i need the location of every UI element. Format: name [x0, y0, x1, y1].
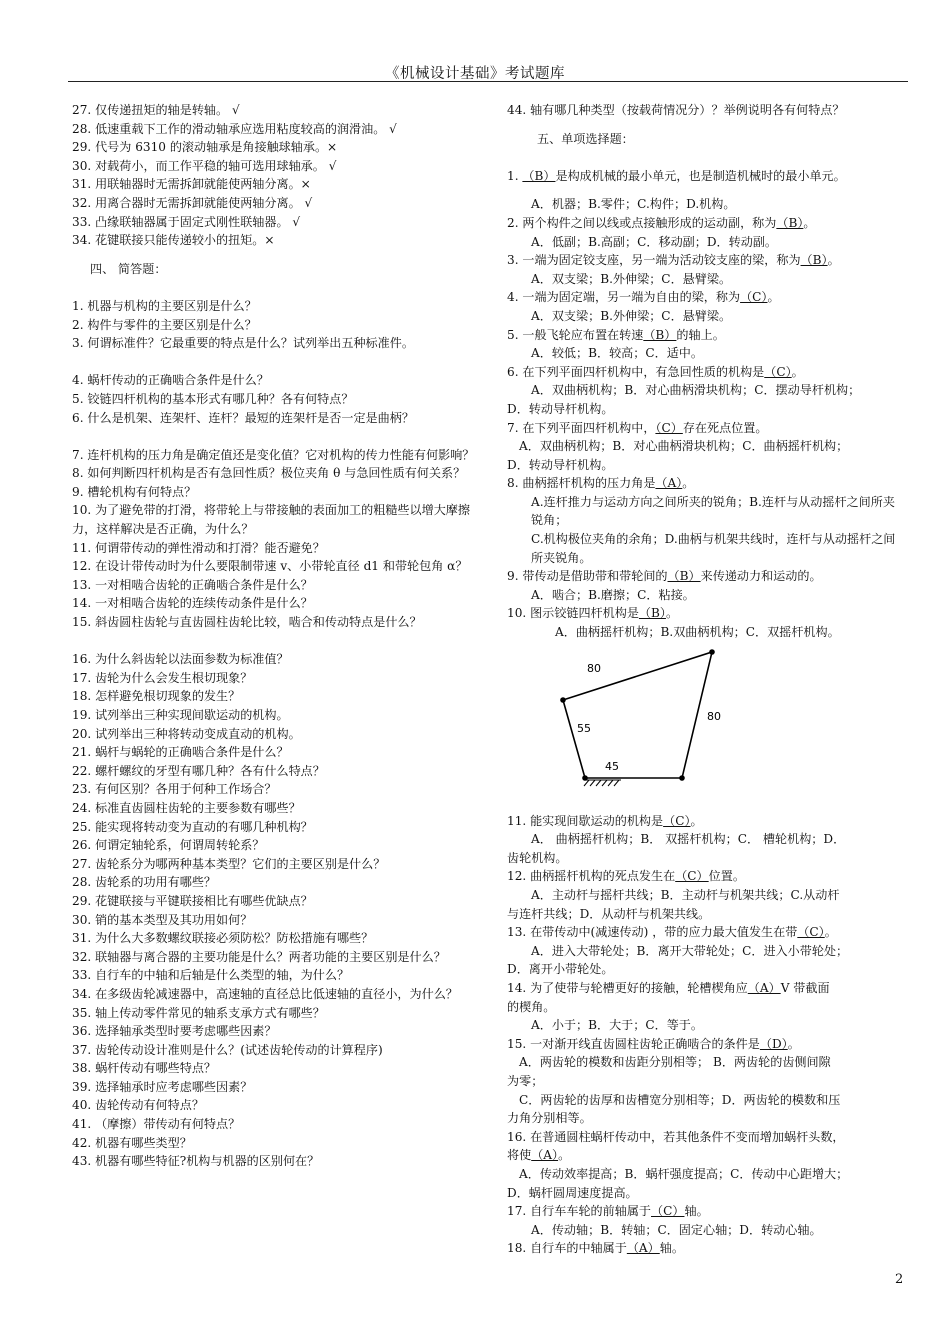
mcq-8-stem: 8. 曲柄摇杆机构的压力角是（A）。 — [507, 476, 695, 491]
qa-item: 1. 机器与机构的主要区别是什么？ — [72, 298, 257, 313]
mcq-answer: （C） — [651, 1204, 685, 1219]
mcq-options: D．转动导杆机构。 — [507, 401, 614, 416]
qa-item: 37. 齿轮传动设计准则是什么？(试述齿轮传动的计算程序) — [72, 1042, 383, 1057]
four-bar-linkage-figure — [507, 642, 907, 812]
mcq-14-stem: 14. 为了使带与轮槽更好的接触，轮槽楔角应（A）V 带截面 — [507, 980, 830, 995]
page-number: 2 — [895, 1272, 904, 1287]
mcq-18-stem: 18. 自行车的中轴属于（A）轴。 — [507, 1241, 684, 1256]
qa-item: 12. 在设计带传动时为什么要限制带速 v、小带轮直径 d1 和带轮包角 α？ — [72, 559, 468, 574]
dimension-label-left: 55 — [577, 721, 591, 735]
qa-item: 26. 何谓定轴轮系，何谓周转轮系？ — [72, 838, 265, 853]
qa-item: 19. 试列举出三种实现间歇运动的机构。 — [72, 708, 289, 722]
qa-item: 15. 斜齿圆柱齿轮与直齿圆柱齿轮比较，啮合和传动特点是什么？ — [72, 615, 422, 630]
mcq-6-stem: 6. 在下列平面四杆机构中，有急回性质的机构是（C）。 — [507, 364, 804, 379]
mcq-answer: （C） — [740, 290, 768, 305]
mcq-options: A．低副；B.高副；C．移动副；D．转动副。 — [531, 234, 778, 249]
mcq-options: 力角分别相等。 — [507, 1111, 592, 1126]
qa-item: 20. 试列举出三种将转动变成直动的机构。 — [72, 726, 301, 741]
qa-item: 27. 齿轮系分为哪两种基本类型？它们的主要区别是什么？ — [72, 856, 386, 871]
mcq-14-stem-cont: 的楔角。 — [507, 999, 556, 1014]
mcq-16-stem-cont: 将使（A）。 — [507, 1148, 571, 1163]
mcq-options: 为零； — [507, 1073, 544, 1088]
ground-hatching — [584, 780, 621, 786]
qa-item: 43. 机器有哪些特征?机构与机器的区别何在？ — [72, 1154, 320, 1169]
mcq-12-stem: 12. 曲柄摇杆机构的死点发生在（C）位置。 — [507, 869, 745, 884]
judge-item: 31. 用联轴器时无需拆卸就能使两轴分离。× — [72, 177, 311, 192]
mcq-7-stem: 7. 在下列平面四杆机构中，（C）存在死点位置。 — [507, 420, 768, 435]
mcq-17-stem: 17. 自行车车轮的前轴属于（C）轴。 — [507, 1204, 709, 1219]
mcq-options: A．小于；B．大于；C．等于。 — [531, 1018, 703, 1033]
qa-item: 23. 有何区别？各用于何种工作场合？ — [72, 782, 277, 797]
mcq-answer: （A） — [626, 1241, 660, 1256]
mcq-options: 齿轮机构。 — [507, 850, 568, 865]
mcq-16-stem: 16. 在普通圆柱蜗杆传动中，若其他条件不变而增加蜗杆头数， — [507, 1129, 845, 1144]
mcq-options: A．主动杆与摇杆共线；B．主动杆与机架共线；C.从动杆 — [531, 888, 840, 902]
judge-item: 32. 用离合器时无需拆卸就能使两轴分离。 √ — [72, 195, 313, 210]
qa-item: 7. 连杆机构的压力角是确定值还是变化值？它对机构的传力性能有何影响？ — [72, 447, 475, 462]
mcq-11-stem: 11. 能实现间歇运动的机构是（C）。 — [507, 813, 703, 828]
mcq-answer: （A） — [531, 1148, 559, 1163]
joint — [560, 697, 566, 703]
judge-item: 34. 花键联接只能传递较小的扭矩。× — [72, 233, 275, 248]
qa-item: 2. 构件与零件的主要区别是什么？ — [72, 317, 257, 332]
mcq-5-stem: 5. 一般飞轮应布置在转速（B）的轴上。 — [507, 327, 725, 342]
judge-item: 33. 凸缘联轴器属于固定式刚性联轴器。 √ — [72, 214, 301, 229]
qa-item-44: 44. 轴有哪几种类型（按载荷情况分）？举例说明各有何特点？ — [507, 103, 845, 117]
mcq-options: 与连杆共线；D．从动杆与机架共线。 — [507, 906, 711, 921]
joint — [679, 775, 685, 781]
qa-item: 35. 轴上传动零件常见的轴系支承方式有哪些？ — [72, 1005, 325, 1020]
dimension-label-bottom: 45 — [605, 759, 619, 773]
qa-item: 28. 齿轮系的功用有哪些？ — [72, 875, 217, 890]
linkage-outline — [563, 652, 712, 778]
mcq-options: A．双支梁；B.外伸梁；C．悬臂梁。 — [531, 308, 732, 323]
mcq-options: A．双曲柄机构；B．对心曲柄滑块机构；C．摆动导杆机构； — [531, 383, 861, 398]
mcq-answer: （C） — [655, 420, 683, 435]
mcq-answer: （B） — [800, 253, 828, 268]
left-column — [72, 101, 488, 1171]
mcq-2-stem: 2. 两个构件之间以线或点接触形成的运动副，称为（B）。 — [507, 215, 816, 230]
qa-item: 17. 齿轮为什么会发生根切现象？ — [72, 670, 253, 685]
mcq-options: A．较低；B．较高；C．适中。 — [531, 346, 703, 361]
qa-item: 3. 何谓标准件？它最重要的特点是什么？试列举出五种标准件。 — [72, 336, 414, 351]
qa-item: 16. 为什么斜齿轮以法面参数为标准值？ — [72, 652, 289, 667]
qa-item: 6. 什么是机架、连架杆、连杆？最短的连架杆是否一定是曲柄？ — [72, 410, 414, 425]
qa-item: 31. 为什么大多数螺纹联接必须防松？防松措施有哪些？ — [72, 931, 374, 946]
mcq-3-stem: 3. 一端为固定铰支座，另一端为活动铰支座的梁，称为（B）。 — [507, 253, 840, 268]
judge-item: 28. 低速重载下工作的滑动轴承应选用粘度较高的润滑油。 √ — [72, 121, 397, 136]
mcq-options: D．离开小带轮处。 — [507, 962, 614, 977]
mcq-answer: （B） — [667, 569, 701, 584]
mcq-answer: （D） — [759, 1036, 788, 1051]
section-title-single-choice: 五、单项选择题： — [537, 131, 634, 146]
qa-item: 13. 一对相啮合齿轮的正确啮合条件是什么？ — [72, 577, 313, 592]
mcq-10-stem: 10. 图示铰链四杆机构是（B）。 — [507, 606, 679, 621]
mcq-options: D．蜗杆圆周速度提高。 — [507, 1185, 638, 1200]
mcq-answer: （A） — [747, 980, 781, 995]
qa-item: 5. 铰链四杆机构的基本形式有哪几种？各有何特点？ — [72, 391, 354, 406]
qa-item: 8. 如何判断四杆机构是否有急回性质？极位夹角 θ 与急回性质有何关系？ — [72, 466, 466, 481]
mcq-options: A．传动轴；B．转轴；C．固定心轴；D．转动心轴。 — [531, 1222, 822, 1237]
header-rule — [68, 81, 908, 82]
mcq-options: A．进入大带轮处；B．离开大带轮处；C．进入小带轮处； — [531, 943, 849, 958]
qa-item: 32. 联轴器与离合器的主要功能是什么？两者功能的主要区别是什么？ — [72, 949, 446, 964]
section-title-short-answer: 四、 简答题： — [90, 261, 167, 276]
mcq-answer: （B） — [776, 215, 804, 230]
qa-list — [72, 297, 488, 1171]
mcq-15-stem: 15. 一对渐开线直齿圆柱齿轮正确啮合的条件是（D）。 — [507, 1036, 800, 1051]
joint — [709, 649, 715, 655]
qa-item: 41. （摩擦）带传动有何特点？ — [72, 1117, 241, 1132]
qa-item: 9. 槽轮机构有何特点？ — [72, 484, 197, 499]
page-header-title: 《机械设计基础》考试题库 — [385, 66, 565, 82]
mcq-answer: （C） — [797, 925, 825, 940]
mcq-options: A．传动效率提高；B．蜗杆强度提高；C．传动中心距增大； — [519, 1166, 849, 1181]
mcq-answer: （A） — [655, 476, 683, 491]
mcq-answer: （C） — [764, 364, 792, 379]
qa-item: 42. 机器有哪些类型？ — [72, 1135, 192, 1150]
mcq-options: A．双支梁；B.外伸梁；C．悬臂梁。 — [531, 271, 732, 286]
dimension-label-top: 80 — [587, 661, 601, 675]
mcq-options: A． 曲柄摇杆机构；B． 双摇杆机构；C． 槽轮机构；D． — [531, 832, 846, 847]
mcq-13-stem: 13. 在带传动中(减速传动) ，带的应力最大值发生在带（C）。 — [507, 925, 837, 940]
qa-item: 40. 齿轮传动有何特点？ — [72, 1098, 204, 1113]
mcq-options: D．转动导杆机构。 — [507, 457, 614, 472]
mcq-answer: （B） — [643, 327, 677, 342]
qa-item: 39. 选择轴承时应考虑哪些因素？ — [72, 1079, 253, 1094]
qa-item: 33. 自行车的中轴和后轴是什么类型的轴，为什么？ — [72, 968, 350, 983]
qa-item: 38. 蜗杆传动有哪些特点？ — [72, 1061, 217, 1076]
qa-item: 30. 销的基本类型及其功用如何？ — [72, 912, 253, 927]
qa-item: 4. 蜗杆传动的正确啮合条件是什么？ — [72, 373, 269, 388]
mcq-9-stem: 9. 带传动是借助带和带轮间的（B）来传递动力和运动的。 — [507, 569, 822, 584]
mcq-options: A．两齿轮的模数和齿距分别相等； B．两齿轮的齿侧间隙 — [519, 1055, 831, 1070]
mcq-options: C．两齿轮的齿厚和齿槽宽分别相等；D．两齿轮的模数和压 — [519, 1092, 841, 1107]
qa-item: 11. 何谓带传动的弹性滑动和打滑？能否避免？ — [72, 540, 325, 555]
qa-item: 18. 怎样避免根切现象的发生？ — [72, 689, 241, 704]
dimension-label-right: 80 — [707, 709, 721, 723]
mcq-1-stem: 1. （B）是构成机械的最小单元，也是制造机械时的最小单元。 — [507, 168, 846, 183]
qa-item: 25. 能实现将转动变为直动的有哪几种机构？ — [72, 819, 313, 834]
qa-item: 10. 为了避免带的打滑，将带轮上与带接触的表面加工的粗糙些以增大摩擦力，这样解决是否正确，为什么？ — [72, 503, 470, 537]
judge-list — [72, 101, 488, 250]
qa-item: 24. 标准直齿圆柱齿轮的主要参数有哪些？ — [72, 800, 301, 815]
qa-item: 14. 一对相啮合齿轮的连续传动条件是什么？ — [72, 596, 313, 611]
judge-item: 27. 仅传递扭矩的轴是转轴。 √ — [72, 103, 240, 117]
qa-item: 36. 选择轴承类型时要考虑哪些因素？ — [72, 1024, 277, 1039]
mcq-options: A.连杆推力与运动方向之间所夹的锐角；B.连杆与从动摇杆之间所夹锐角； — [531, 494, 895, 528]
mcq-options: C.机构极位夹角的余角；D.曲柄与机架共线时，连杆与从动摇杆之间所夹锐角。 — [531, 532, 896, 565]
linkage-diagram — [551, 644, 751, 804]
mcq-options: A．机器；B.零件；C.构件；D.机构。 — [531, 197, 736, 212]
qa-item: 22. 螺杆螺纹的牙型有哪几种？各有什么特点？ — [72, 763, 325, 778]
qa-item: 21. 蜗杆与蜗轮的正确啮合条件是什么？ — [72, 745, 289, 760]
mcq-answer: （B） — [522, 168, 556, 183]
mcq-options: A．曲柄摇杆机构；B.双曲柄机构；C．双摇杆机构。 — [555, 625, 840, 640]
judge-item: 29. 代号为 6310 的滚动轴承是角接触球轴承。× — [72, 140, 338, 155]
mcq-options: A．双曲柄机构；B．对心曲柄滑块机构；C．曲柄摇杆机构； — [519, 439, 849, 454]
mcq-options: A．啮合；B.磨擦；C．粘接。 — [531, 587, 695, 602]
mcq-answer: （C） — [663, 813, 691, 828]
mcq-answer: （C） — [675, 869, 709, 884]
qa-item: 34. 在多级齿轮减速器中，高速轴的直径总比低速轴的直径小，为什么？ — [72, 986, 458, 1001]
mcq-4-stem: 4. 一端为固定端，另一端为自由的梁，称为（C）。 — [507, 290, 780, 305]
qa-item: 29. 花键联接与平键联接相比有哪些优缺点？ — [72, 893, 313, 908]
right-column — [507, 101, 907, 1258]
judge-item: 30. 对载荷小，而工作平稳的轴可选用球轴承。 √ — [72, 158, 337, 173]
mcq-answer: （B） — [638, 606, 666, 621]
